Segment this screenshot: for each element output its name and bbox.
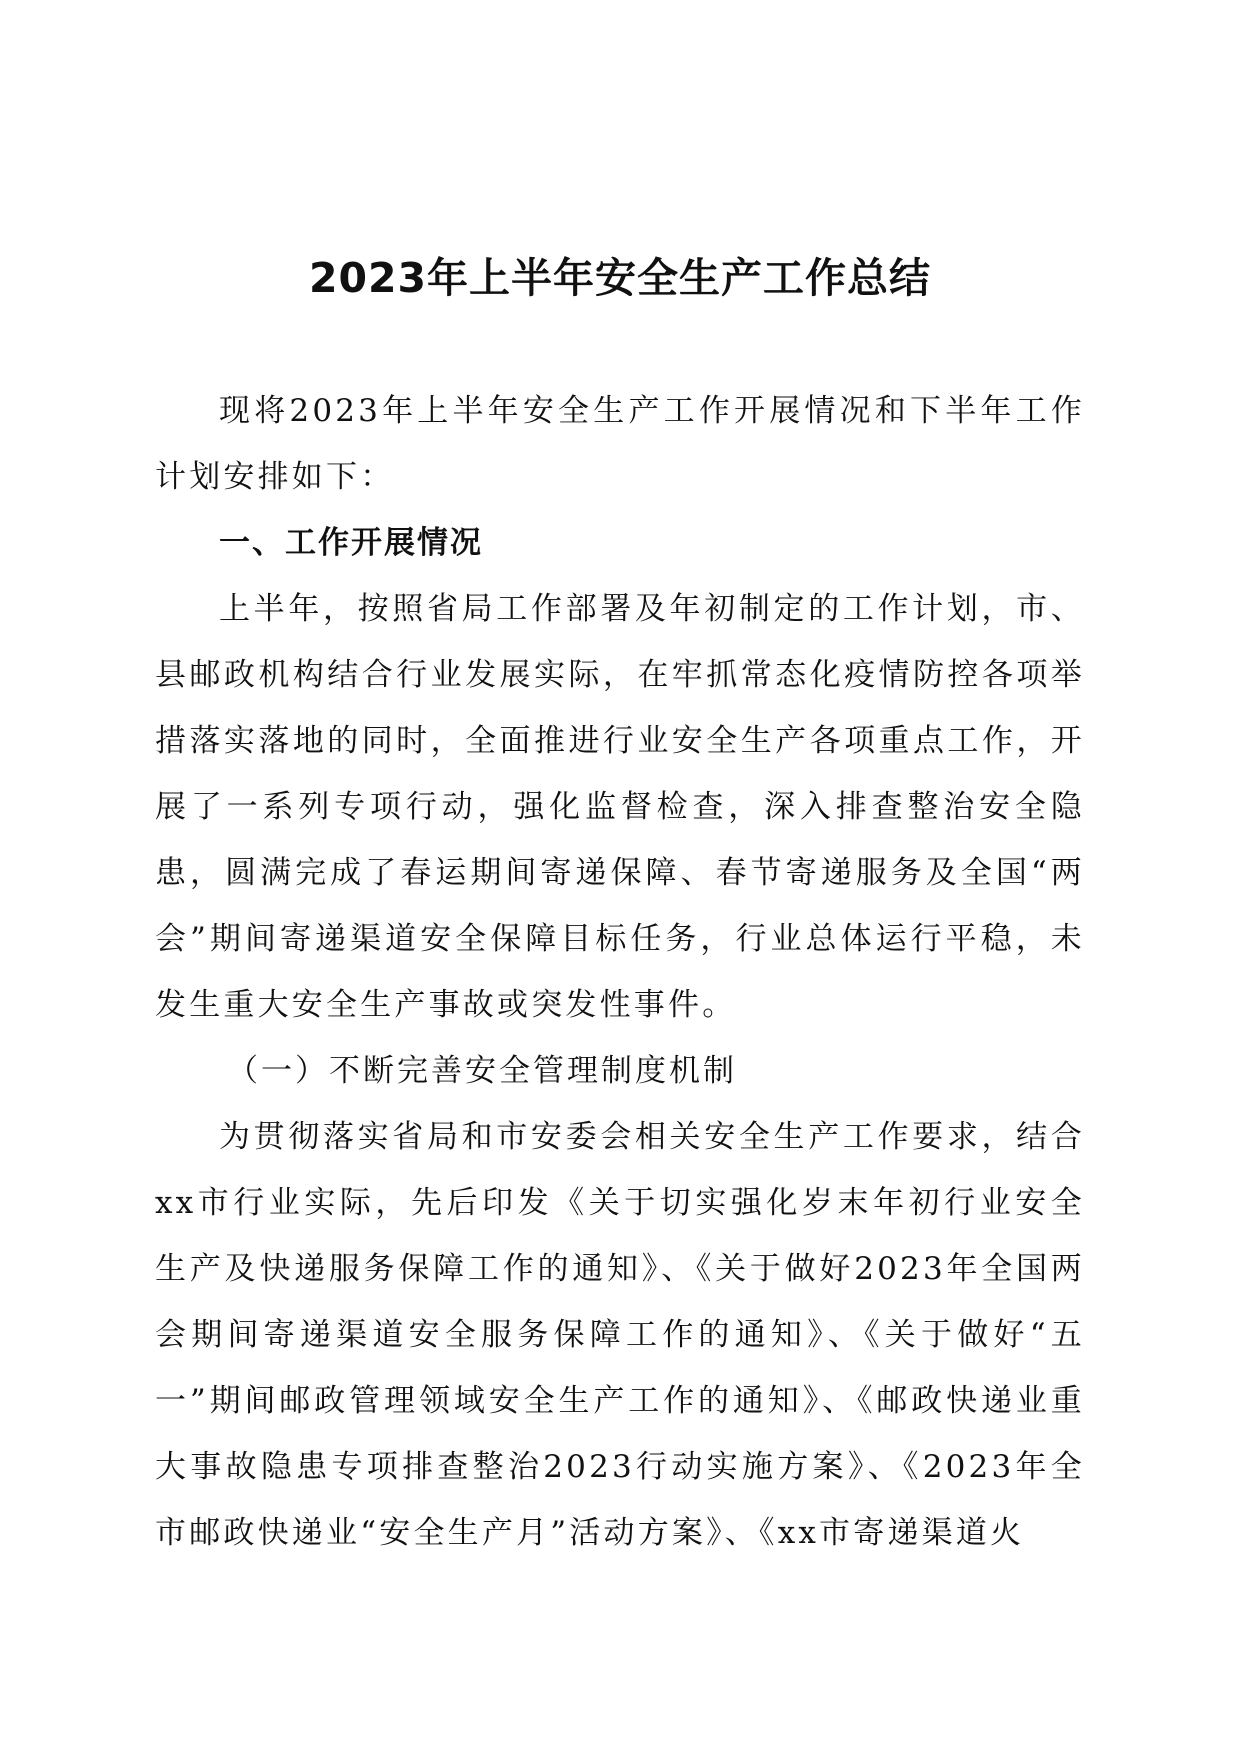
subsection-heading-safety-system: （一）不断完善安全管理制度机制 [227, 1053, 737, 1089]
subsection-paragraph-safety-system: 为贯彻落实省局和市安委会相关安全生产工作要求，结合xx市行业实际，先后印发《关于切实强化岁末年初行业安全生产及快递服务保障工作的通知》、《关于做好2023年全国两会期间寄递渠道安全服务保障工作的通知》、《关于做好“五一”期间邮政管理领域安全生产工作的通知》、《邮政快递业重大事故隐患专项排查整治2023行动实施方案》、《2023年全市邮政快递业“安全生产月”活动方案》、《xx市寄递渠道火 [155, 1119, 1085, 1551]
intro-paragraph: 现将2023年上半年安全生产工作开展情况和下半年工作计划安排如下： [155, 393, 1085, 495]
section-heading-work-progress: 一、工作开展情况 [219, 525, 483, 561]
document-title: 2023年上半年安全生产工作总结 [308, 254, 932, 302]
document-body [155, 378, 1085, 1566]
section-paragraph-work-progress: 上半年，按照省局工作部署及年初制定的工作计划，市、县邮政机构结合行业发展实际，在牢抓常态化疫情防控各项举措落实落地的同时，全面推进行业安全生产各项重点工作，开展了一系列专项行动，强化监督检查，深入排查整治安全隐患，圆满完成了春运期间寄递保障、春节寄递服务及全国“两会”期间寄递渠道安全保障目标任务，行业总体运行平稳，未发生重大安全生产事故或突发性事件。 [155, 591, 1085, 1023]
